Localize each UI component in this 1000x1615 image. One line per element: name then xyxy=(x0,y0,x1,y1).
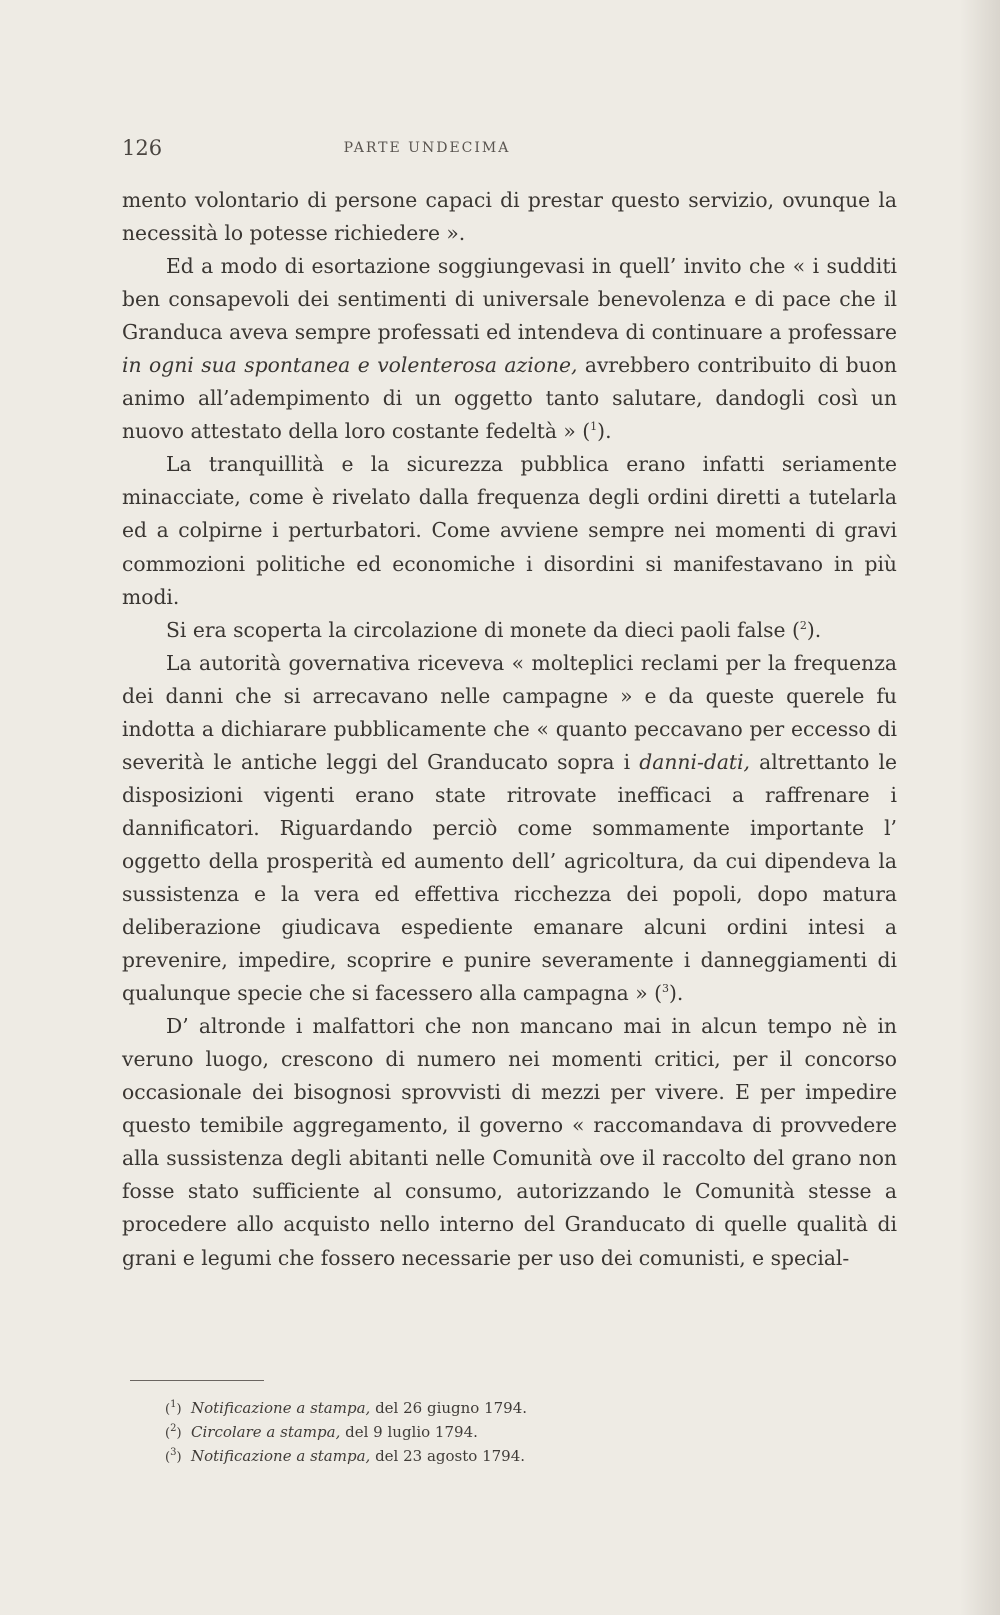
footnotes xyxy=(165,1397,765,1469)
paragraph-1-text: mento volontario di persone capaci di prestar questo servizio, ovunque la necessità lo potesse richiedere ». xyxy=(122,188,897,246)
page-header xyxy=(122,136,897,166)
paragraph-5 xyxy=(122,647,897,1011)
paragraph-2-italic: in ogni sua spontanea e volenterosa azione, xyxy=(122,353,578,378)
page-number: 126 xyxy=(122,136,163,160)
page-edge-shadow xyxy=(960,0,1000,1615)
footnote-mark: ($^1$) xyxy=(165,1399,182,1417)
footnote-title: Notificazione a stampa, xyxy=(191,1399,371,1417)
paragraph-1 xyxy=(122,184,897,250)
footnote-mark-number: 1 xyxy=(170,1399,177,1410)
paragraph-5-text-c: ). xyxy=(668,981,684,1006)
footnote-ref-1: 1 xyxy=(590,420,598,434)
paragraph-2-text-c: ). xyxy=(597,419,612,444)
footnote-ref-3: 3 xyxy=(661,982,669,996)
paragraph-2-text-b: avrebbero contribuito di buon animo all’adempimento di un oggetto tanto salutare, dandogli così un nuovo attestato della loro costante fedeltà » ( xyxy=(122,353,897,444)
paragraph-4 xyxy=(122,614,897,647)
footnote-title: Circolare a stampa, xyxy=(191,1423,341,1441)
footnote-date: del 26 giugno 1794. xyxy=(370,1399,528,1417)
paragraph-5-text-b: altrettanto le disposizioni vigenti erano state ritrovate inefficaci a raffrenare i dannificatori. Riguardando perciò come sommamente importante l’ oggetto della prosperità ed aumento dell’ agricoltura, da cui dipendeva la sussistenza e la vera ed effettiva ricchezza dei popoli, dopo matura deliberazione giudicava espediente emanare alcuni ordini intesi a prevenire, impedire, scoprire e punire severamente i danneggiamenti di qualunque specie che si facessero alla campagna » ( xyxy=(122,749,898,1006)
footnote-mark-number: 3 xyxy=(170,1447,177,1458)
footnote-mark: ($^3$) xyxy=(165,1447,182,1465)
paragraph-4-text-b: ). xyxy=(806,617,822,642)
paragraph-5-text-a: La autorità governativa riceveva « molteplici reclami per la frequenza dei danni che si arrecavano nelle campagne » e da queste querele fu indotta a dichiarare pubblicamente che « quanto peccavano per eccesso di severità le antiche leggi del Granducato sopra i xyxy=(122,650,897,774)
footnote-date: del 9 luglio 1794. xyxy=(340,1423,478,1441)
footnote-divider xyxy=(130,1380,264,1381)
footnote-1 xyxy=(165,1397,765,1421)
footnote-title: Notificazione a stampa, xyxy=(191,1447,371,1465)
paragraph-2-text-a: Ed a modo di esortazione soggiungevasi in quell’ invito che « i sudditi ben consapevoli dei sentimenti di universale benevolenza e di pace che il Granduca aveva sempre professati ed intendeva di continuare a professare xyxy=(122,254,897,345)
paragraph-3-text: La tranquillità e la sicurezza pubblica erano infatti seriamente minacciate, come è rivelato dalla frequenza degli ordini diretti a tutelarla ed a colpirne i perturbatori. Come avviene sempre nei momenti di gravi commozioni politiche ed economiche i disordini si manifestavano in più modi. xyxy=(122,452,897,609)
footnote-mark: ($^2$) xyxy=(165,1423,182,1441)
footnote-3 xyxy=(165,1445,765,1469)
paragraph-5-italic: danni-dati, xyxy=(639,749,750,774)
paragraph-3 xyxy=(122,448,897,613)
footnote-2 xyxy=(165,1421,765,1445)
running-head: PARTE UNDECIMA xyxy=(343,140,511,156)
footnote-date: del 23 agosto 1794. xyxy=(370,1447,526,1465)
paragraph-2 xyxy=(122,250,897,448)
paragraph-6 xyxy=(122,1010,897,1274)
footnote-mark-number: 2 xyxy=(170,1423,177,1434)
body-text xyxy=(122,184,897,1275)
paragraph-4-text-a: Si era scoperta la circolazione di monete da dieci paoli false ( xyxy=(166,617,800,642)
paragraph-6-text: D’ altronde i malfattori che non mancano mai in alcun tempo nè in veruno luogo, crescono di numero nei momenti critici, per il concorso occasionale dei bisognosi sprovvisti di mezzi per vivere. E per impedire questo temibile aggregamento, il governo « raccomandava di provvedere alla sussistenza degli abitanti nelle Comunità ove il raccolto del grano non fosse stato sufficiente al consumo, autorizzando le Comunità stesse a procedere allo acquisto nello interno del Granducato di quelle qualità di grani e legumi che fossero necessarie per uso dei comunisti, e special- xyxy=(122,1014,897,1270)
footnote-ref-2: 2 xyxy=(799,618,807,632)
